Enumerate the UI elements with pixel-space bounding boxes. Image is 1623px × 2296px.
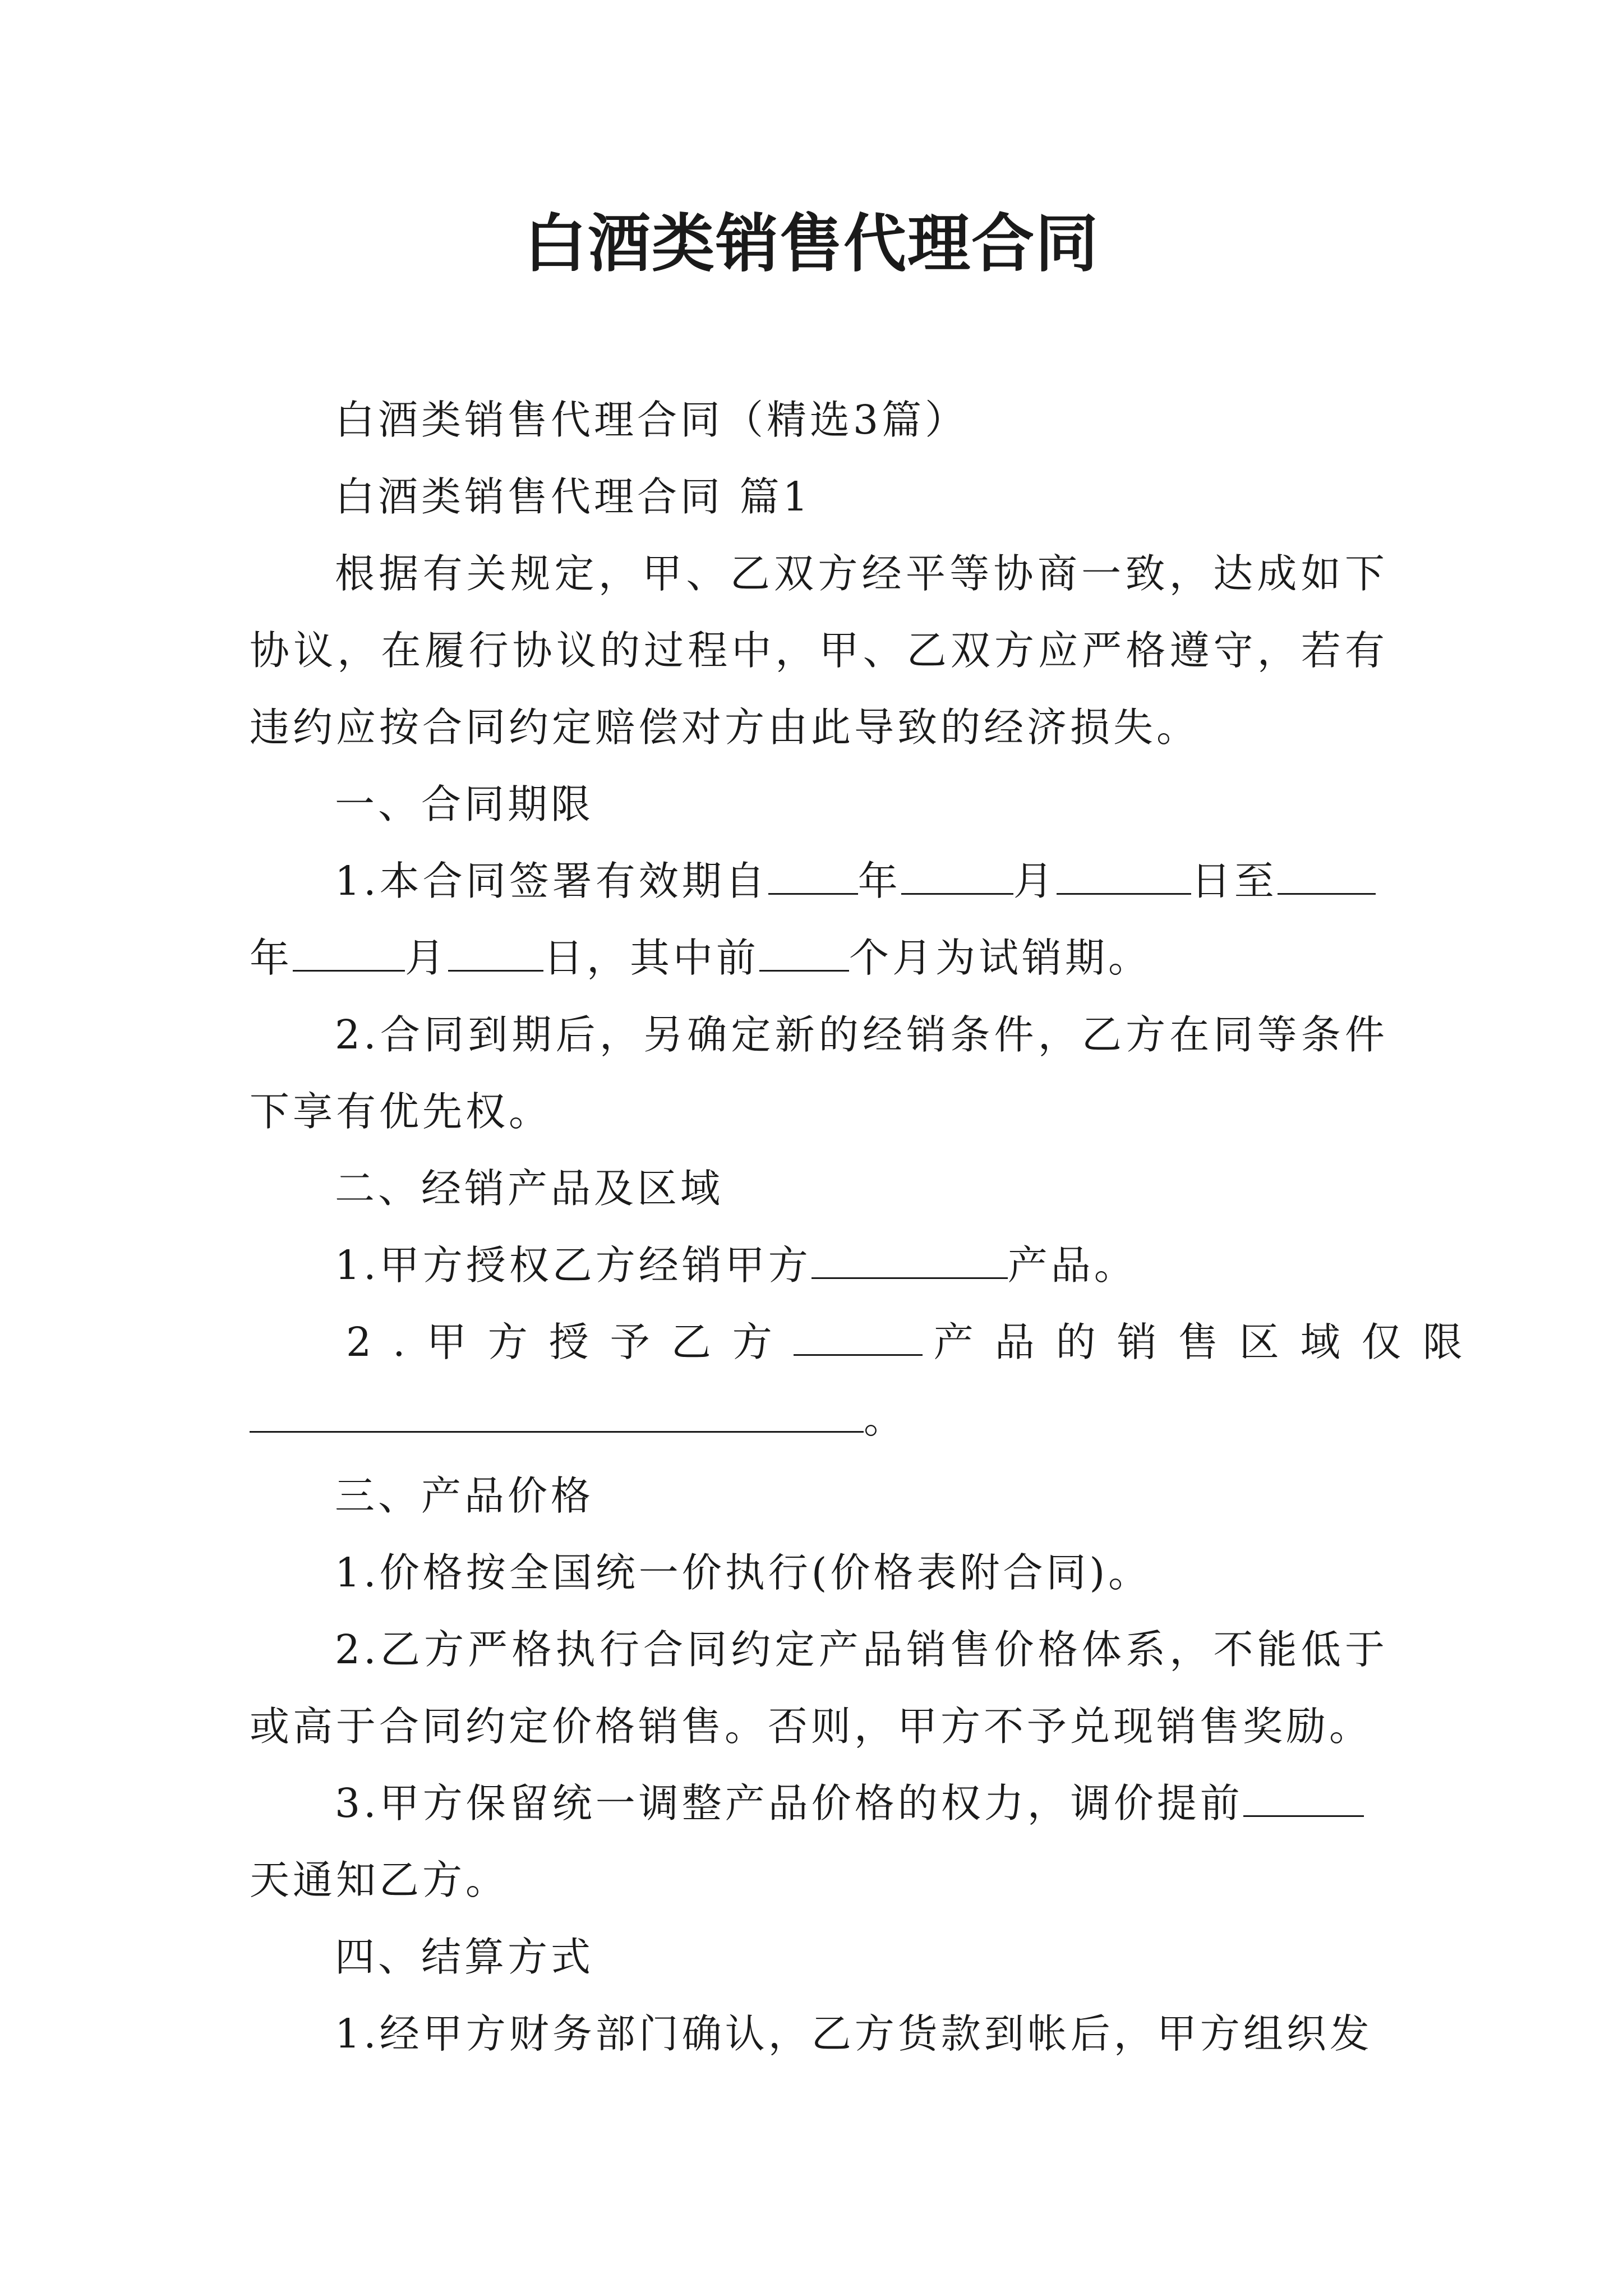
section-heading-term: 一、合同期限 [335, 781, 594, 827]
clause-text: 年 [857, 858, 901, 904]
paragraph-subtitle: 白酒类销售代理合同（精选3篇） [335, 397, 969, 443]
blank-field [811, 1246, 1008, 1279]
blank-field [250, 1400, 864, 1433]
blank-field [448, 938, 543, 972]
clause-2-1 [250, 1227, 1388, 1304]
clause-3-2: 2.乙方严格执行合同约定产品销售价格体系，不能低于或高于合同约定价格销售。否则，甲方不予兑现销售奖励。 [250, 1626, 1388, 1750]
clause-1-2: 2.合同到期后，另确定新的经销条件，乙方在同等条件下享有优先权。 [250, 1011, 1388, 1135]
clause-1-1-line-2 [250, 919, 1388, 996]
blank-field [794, 1323, 923, 1356]
clause-2-2-line-2 [250, 1381, 1388, 1457]
blank-field [759, 938, 849, 972]
blank-field [1278, 862, 1376, 895]
clause-1-1 [250, 843, 1388, 996]
clause-text: 月 [405, 935, 449, 981]
clause-3-3-line-2: 天通知乙方。 [250, 1857, 509, 1903]
clause-text: 个月为试销期。 [849, 935, 1152, 981]
document-body [250, 381, 1484, 2072]
section-heading-products: 二、经销产品及区域 [335, 1165, 724, 1212]
clause-text: 1.甲方授权乙方经销甲方 [335, 1242, 811, 1289]
clause-text: 。 [864, 1396, 907, 1442]
section-heading-settlement: 四、结算方式 [335, 1934, 594, 1980]
clause-3-1: 1.价格按全国统一价执行(价格表附合同)。 [335, 1549, 1152, 1596]
clause-text: 日，其中前 [543, 935, 760, 981]
clause-text: 产品的销售区域仅限 [933, 1319, 1484, 1365]
clause-text: 日至 [1191, 858, 1278, 904]
clause-text: 产品。 [1007, 1242, 1137, 1289]
clause-3-3 [250, 1765, 1388, 1918]
blank-field [901, 862, 1013, 895]
blank-field [1057, 862, 1191, 895]
clause-text: 月 [1013, 858, 1057, 904]
blank-field [768, 862, 858, 895]
clause-1-1-line-1 [250, 843, 1388, 919]
blank-field [293, 938, 405, 972]
paragraph-part-heading: 白酒类销售代理合同 篇1 [335, 473, 811, 520]
clause-text: 2.甲方授予乙方 [346, 1319, 794, 1365]
section-heading-price: 三、产品价格 [335, 1473, 594, 1519]
clause-text: 3.甲方保留统一调整产品价格的权力，调价提前 [335, 1780, 1243, 1826]
clause-4-1: 1.经甲方财务部门确认，乙方货款到帐后，甲方组织发 [335, 2010, 1373, 2057]
clause-text: 1.本合同签署有效期自 [335, 858, 768, 904]
clause-2-2 [250, 1304, 1484, 1457]
clause-3-3-line-1 [250, 1765, 1388, 1842]
paragraph-preamble: 根据有关规定，甲、乙双方经平等协商一致，达成如下协议，在履行协议的过程中，甲、乙双方应严格遵守，若有违约应按合同约定赔偿对方由此导致的经济损失。 [250, 550, 1388, 751]
clause-2-2-line-1 [250, 1304, 1484, 1381]
document-title: 白酒类销售代理合同 [524, 207, 1099, 280]
clause-text: 年 [250, 935, 293, 981]
blank-field [1243, 1784, 1364, 1817]
